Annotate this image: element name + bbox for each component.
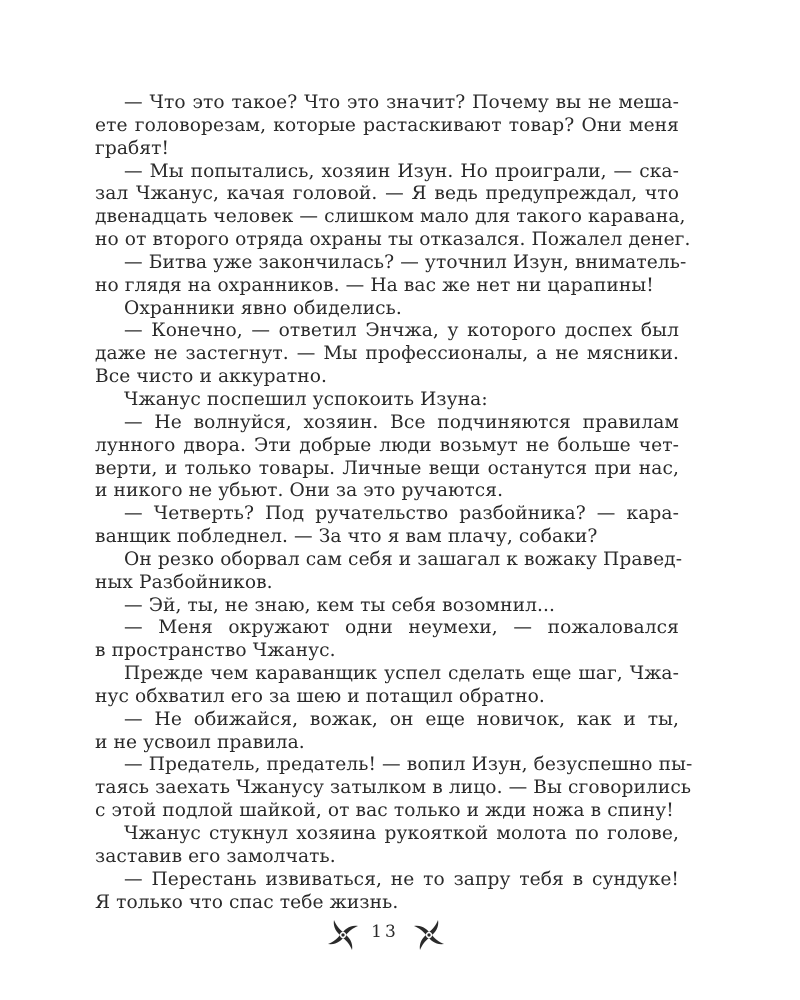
text-line: — Четверть? Под ручательство разбойника? — кара- [124, 503, 679, 525]
text-line: Все чисто и аккуратно. [95, 366, 328, 388]
text-line: и не усвоил правила. [95, 731, 305, 753]
shuriken-ornament-icon [326, 918, 360, 952]
text-line: — Не обижайся, вожак, он еще новичок, как и ты, [124, 708, 679, 730]
text-line: Чжанус поспешил успокоить Изуна: [124, 388, 488, 410]
body-text [95, 92, 693, 914]
text-line: но от второго отряда охраны ты отказался. Пожалел денег. [95, 229, 691, 251]
text-line: Я только что спас тебе жизнь. [95, 891, 399, 913]
text-line: но глядя на охранников. — На вас же нет ни царапины! [95, 274, 654, 296]
text-line: ете головорезам, которые растаскивают товар? Они меня [95, 114, 679, 136]
text-line: — Меня окружают одни неумехи, — пожаловался [124, 617, 679, 639]
text-line: — Мы попытались, хозяин Изун. Но проиграли, — ска- [124, 160, 679, 182]
text-line: — Предатель, предатель! — вопил Изун, безуспешно пы- [124, 754, 693, 776]
text-line: и никого не убьют. Они за это ручаются. [95, 480, 504, 502]
text-line: даже не застегнут. — Мы профессионалы, а не мясники. [95, 343, 679, 365]
text-line: заставив его замолчать. [95, 845, 336, 867]
text-line: с этой подлой шайкой, от вас только и жди ножа в спину! [95, 800, 674, 822]
text-line: Чжанус стукнул хозяина рукояткой молота по голове, [124, 823, 679, 844]
text-line: лунного двора. Эти добрые люди возьмут не больше чет- [95, 434, 679, 456]
text-line: в пространство Чжанус. [95, 640, 336, 662]
text-line: таясь заехать Чжанусу затылком в лицо. — Вы сговорились [95, 777, 692, 799]
text-line: — Эй, ты, не знаю, кем ты себя возомнил... [124, 594, 556, 616]
text-line: верти, и только товары. Личные вещи останутся при нас, [95, 457, 679, 479]
text-line: двенадцать человек — слишком мало для такого каравана, [95, 206, 686, 228]
text-line: зал Чжанус, качая головой. — Я ведь предупреждал, что [95, 183, 679, 205]
page-number: 13 [371, 922, 399, 942]
shuriken-ornament-icon [412, 918, 446, 952]
text-line: грабят! [95, 137, 170, 159]
text-line: — Не волнуйся, хозяин. Все подчиняются правилам [124, 411, 679, 433]
text-line: Охранники явно обиделись. [124, 297, 402, 319]
text-line: ванщик побледнел. — За что я вам плачу, собаки? [95, 526, 598, 548]
text-line: — Битва уже закончилась? — уточнил Изун, вниматель- [124, 251, 687, 273]
text-line: — Конечно, — ответил Энчжа, у которого доспех был [124, 320, 679, 342]
text-line: — Что это такое? Что это значит? Почему вы не меша- [124, 92, 679, 113]
text-line: — Перестань извиваться, не то запру тебя в сундуке! [124, 868, 679, 890]
text-line: Прежде чем караванщик успел сделать еще шаг, Чжа- [124, 663, 679, 685]
text-line: ных Разбойников. [95, 571, 273, 593]
text-line: Он резко оборвал сам себя и зашагал к вожаку Правед- [124, 548, 683, 570]
text-line: нус обхватил его за шею и потащил обратно. [95, 685, 545, 707]
page-footer [0, 912, 800, 952]
